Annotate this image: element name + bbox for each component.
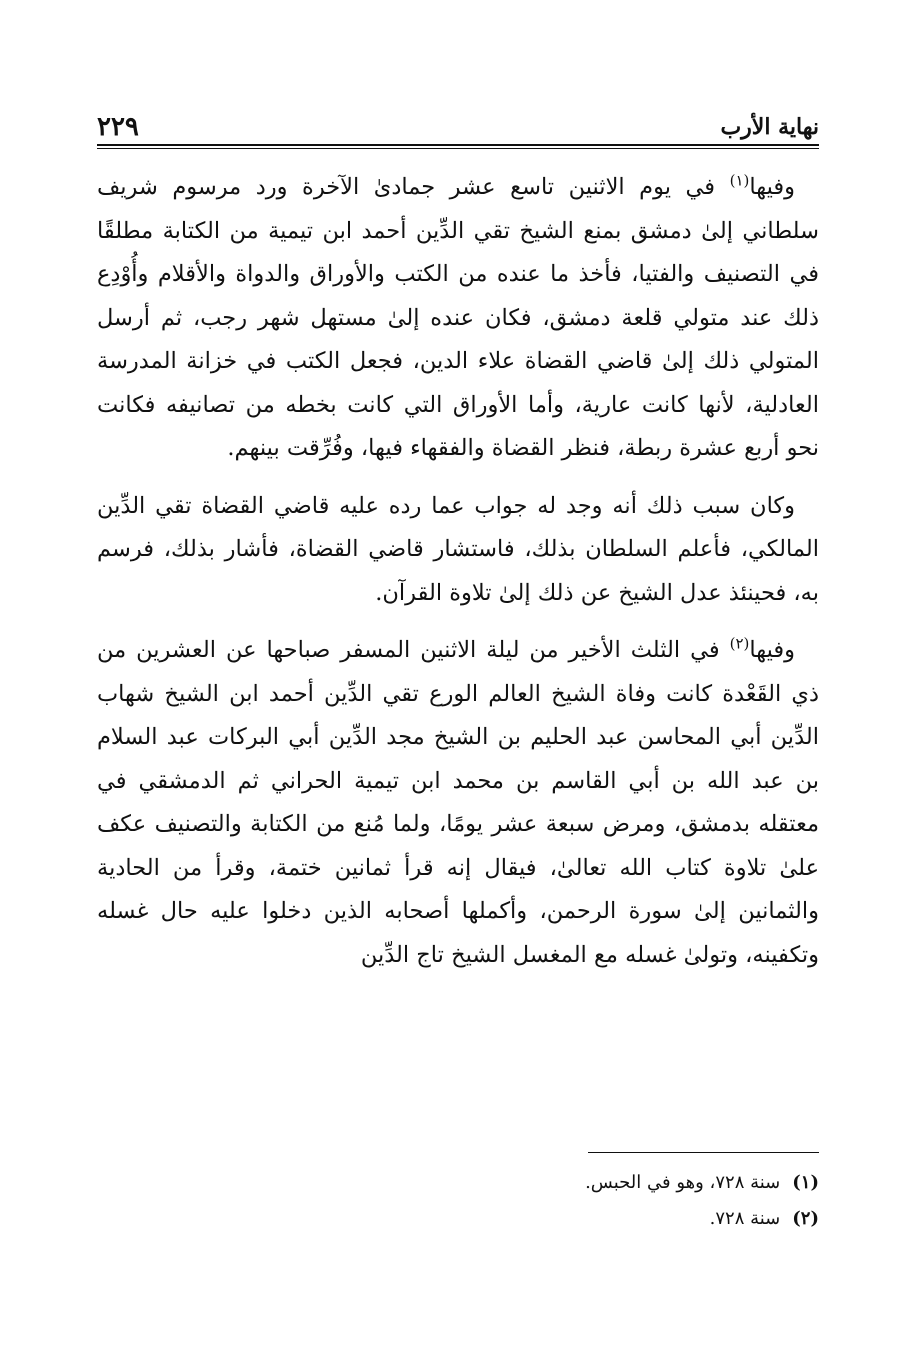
footnote-text: سنة ٧٢٨. [709, 1208, 781, 1229]
footnote-text: سنة ٧٢٨، وهو في الحبس. [585, 1172, 781, 1193]
footnote-marker: (١) [729, 171, 750, 190]
paragraph [97, 166, 819, 471]
paragraph-lead: وفيها [749, 174, 795, 200]
footnote-number: (٢) [792, 1208, 819, 1229]
paragraph-lead: وفيها [749, 637, 795, 663]
body-text [97, 166, 819, 977]
paragraph-text: وكان سبب ذلك أنه وجد له جواب عما رده عليه قاضي القضاة تقي الدِّين المالكي، فأعلم السلطان بذلك، فاستشار قاضي القضاة، فأشار بذلك، فرسم به، فحينئذ عدل الشيخ عن ذلك إلىٰ تلاوة القرآن. [97, 492, 819, 606]
paragraph-text: في الثلث الأخير من ليلة الاثنين المسفر صباحها عن العشرين من ذي القَعْدة كانت وفاة الشيخ العالم الورع تقي الدِّين أحمد ابن الشيخ شهاب الدِّين أبي المحاسن عبد الحليم بن الشيخ مجد الدِّين أبي البركات عبد السلام بن عبد الله بن أبي القاسم بن محمد ابن تيمية الحراني ثم الدمشقي في معتقله بدمشق، ومرض سبعة عشر يومًا، ولما مُنع من الكتابة والتصنيف عكف علىٰ تلاوة كتاب الله تعالىٰ، فيقال إنه قرأ ثمانين ختمة، وقرأ من الحادية والثمانين إلىٰ سورة الرحمن، وأكملها أصحابه الذين دخلوا عليه حال غسله وتكفينه، وتولىٰ غسله مع المغسل الشيخ تاج الدِّين [97, 637, 819, 968]
running-title: نهاية الأرب [720, 114, 819, 140]
page-number: ٢٢٩ [97, 112, 139, 142]
header-rule [97, 144, 819, 149]
footnote-rule [588, 1152, 819, 1153]
footnotes [97, 1165, 819, 1237]
footnote-number: (١) [792, 1172, 819, 1193]
footnote [97, 1165, 819, 1201]
paragraph [97, 629, 819, 977]
paragraph [97, 485, 819, 616]
footnote-marker: (٢) [729, 634, 750, 653]
footnote [97, 1201, 819, 1237]
page-header [97, 110, 819, 144]
paragraph-text: في يوم الاثنين تاسع عشر جمادىٰ الآخرة ورد مرسوم شريف سلطاني إلىٰ دمشق بمنع الشيخ تقي الدِّين أحمد ابن تيمية من الكتابة مطلقًا في التصنيف والفتيا، فأخذ ما عنده من الكتب والأوراق والدواة والأقلام وأُوْدِع ذلك عند متولي قلعة دمشق، فكان عنده إلىٰ مستهل شهر رجب، ثم أرسل المتولي ذلك إلىٰ قاضي القضاة علاء الدين، فجعل الكتب في خزانة المدرسة العادلية، لأنها كانت عارية، وأما الأوراق التي كانت بخطه من تصانيفه فكانت نحو أربع عشرة ربطة، فنظر القضاة والفقهاء فيها، وفُرِّقت بينهم. [97, 174, 819, 461]
